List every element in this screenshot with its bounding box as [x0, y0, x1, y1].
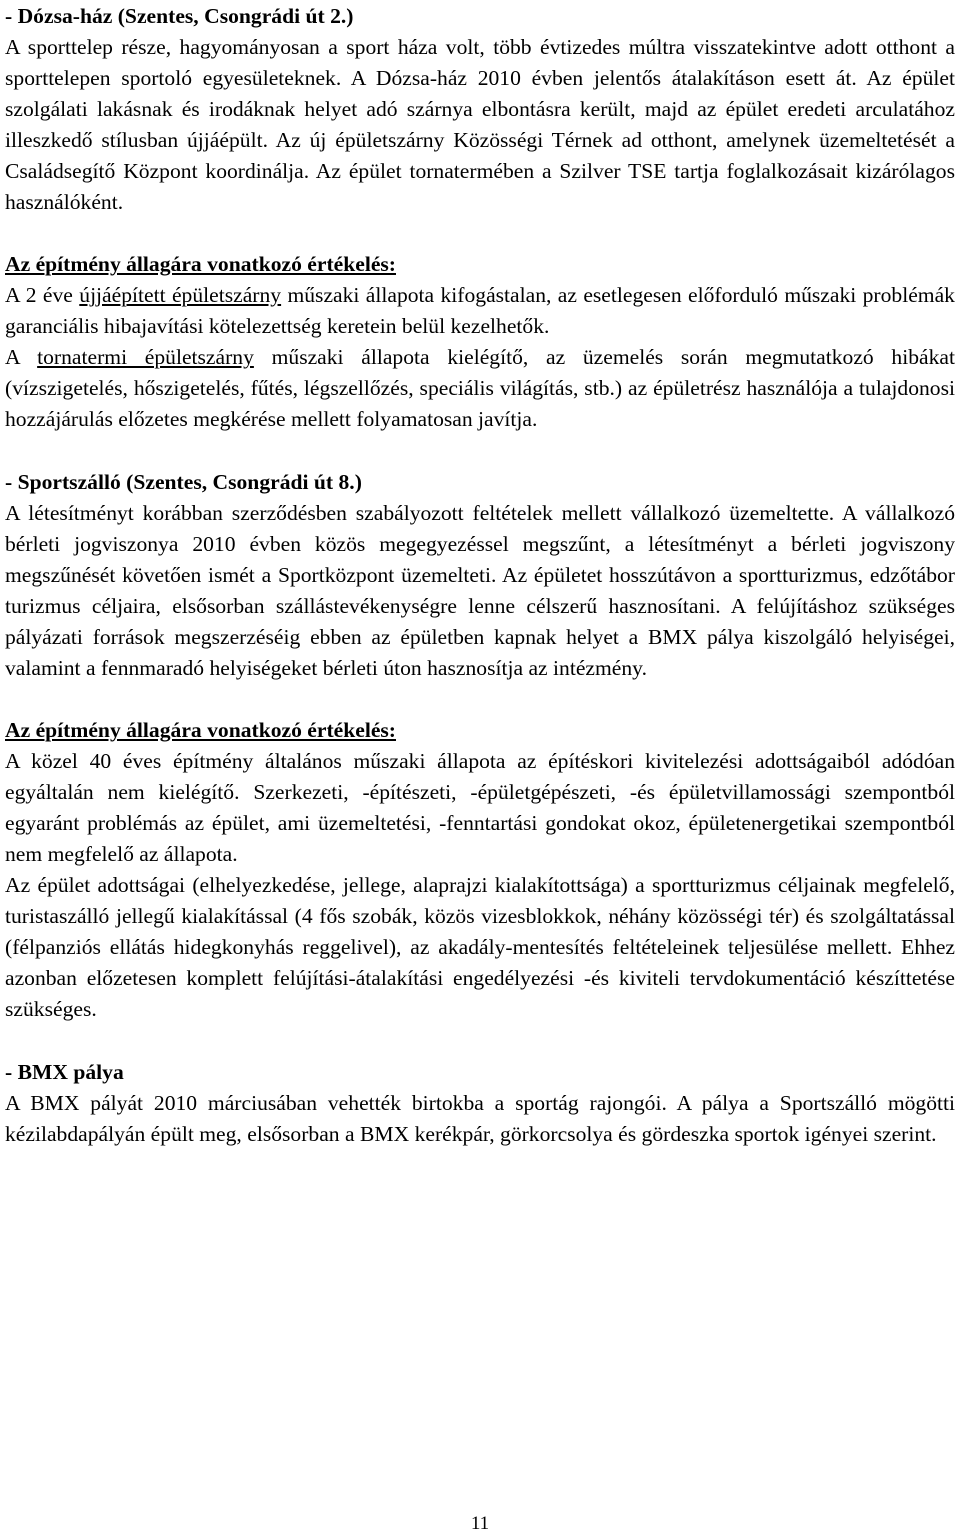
- text-run: A: [5, 345, 38, 369]
- sportszallo-description: A létesítményt korábban szerződésben szabályozott feltételek mellett vállalkozó üzemeltette. A vállalkozó bérleti jogviszonya 2010 évben közös megegyezéssel megszűnt, a létesítményt a bérleti jogviszony megszűnését követően ismét a Sportközpont üzemelteti. Az épületet hosszútávon a sportturizmus, edzőtábor turizmus céljaira, elsősorban szállástevékenységre lenne célszerű hasznosítani. A felújításhoz szükséges pályázati források megszerzéséig ebben az épületben kapnak helyet a BMX pálya kiszolgáló helyiségei, valamint a fennmaradó helyiségeket bérleti úton hasznosítja az intézmény.: [5, 501, 955, 680]
- page-number: 11: [470, 1513, 490, 1534]
- dozsa-haz-assessment-title: Az építmény állagára vonatkozó értékelés:: [5, 252, 396, 276]
- text-run: A 2 éve: [5, 283, 80, 307]
- sportszallo-assessment-title: Az építmény állagára vonatkozó értékelés:: [5, 718, 396, 742]
- dozsa-haz-description: A sporttelep része, hagyományosan a sport háza volt, több évtizedes múltra visszatekintve adott otthont a sporttelepen sportoló egyesületeknek. A Dózsa-ház 2010 évben jelentős átalakításon esett át. Az épület szolgálati lakásnak és irodáknak helyet adó szárnya elbontásra került, majd az épület eredeti arculatához illeszkedő stílusban újjáépült. Az új épületszárny Közösségi Térnek ad otthont, amelynek üzemeltetését a Családsegítő Központ koordinálja. Az épület tornatermében a Szilver TSE tartja foglalkozásait kizárólagos használóként.: [5, 35, 955, 214]
- spacer: [5, 684, 955, 715]
- spacer: [5, 1025, 955, 1056]
- spacer: [5, 218, 955, 249]
- section-heading-dozsa-haz: - Dózsa-ház (Szentes, Csongrádi út 2.): [5, 4, 354, 28]
- sportszallo-assessment-paragraph-2: Az épület adottságai (elhelyezkedése, jellege, alaprajzi kialakítottsága) a sportturizmus céljainak megfelelő, turistaszálló jellegű kialakítással (4 fős szobák, közös vizesblokkok, néhány közösségi tér) és szolgáltatással (félpanziós ellátás hidegkonyhás reggelivel), az akadály-mentesítés feltételeinek teljesülése mellett. Ehhez azonban előzetesen komplett felújítási-átalakítási engedélyezési -és kiviteli tervdokumentáció készíttetése szükséges.: [5, 873, 955, 1021]
- dozsa-haz-assessment-paragraph-2: [5, 342, 955, 435]
- sportszallo-assessment-paragraph-1: A közel 40 éves építmény általános műszaki állapota az építéskori kivitelezési adottságaiból adódóan egyáltalán nem kielégítő. Szerkezeti, -építészeti, -épületgépészeti, -és épületvillamossági szempontból egyaránt problémás az épület, ami üzemeltetési, -fenntartási gondokat okoz, épületenergetikai szempontból nem megfelelő az állapota.: [5, 749, 955, 866]
- text-run: műszaki állapota kielégítő, az üzemelés során megmutatkozó hibákat (vízszigetelés, hőszigetelés, fűtés, légszellőzés, speciális világítás, stb.) az épületrész használója a tulajdonosi hozzájárulás előzetes megkérése mellett folyamatosan javítja.: [5, 345, 955, 431]
- section-heading-sportszallo: - Sportszálló (Szentes, Csongrádi út 8.): [5, 470, 362, 494]
- bmx-palya-description: A BMX pályát 2010 márciusában vehették birtokba a sportág rajongói. A pálya a Sportszálló mögötti kézilabdapályán épült meg, elsősorban a BMX kerékpár, görkorcsolya és gördeszka sportok igényei szerint.: [5, 1091, 955, 1146]
- underlined-term: tornatermi épületszárny: [37, 345, 254, 369]
- spacer: [5, 435, 955, 466]
- document-page: [5, 0, 955, 1150]
- dozsa-haz-assessment-paragraph-1: [5, 280, 955, 342]
- section-heading-bmx-palya: - BMX pálya: [5, 1060, 124, 1084]
- underlined-term: újjáépített épületszárny: [79, 283, 282, 307]
- text-run: műszaki állapota kifogástalan, az esetlegesen előforduló műszaki problémák garanciális hibajavítási kötelezettség keretein belül kezelhetők.: [5, 283, 955, 338]
